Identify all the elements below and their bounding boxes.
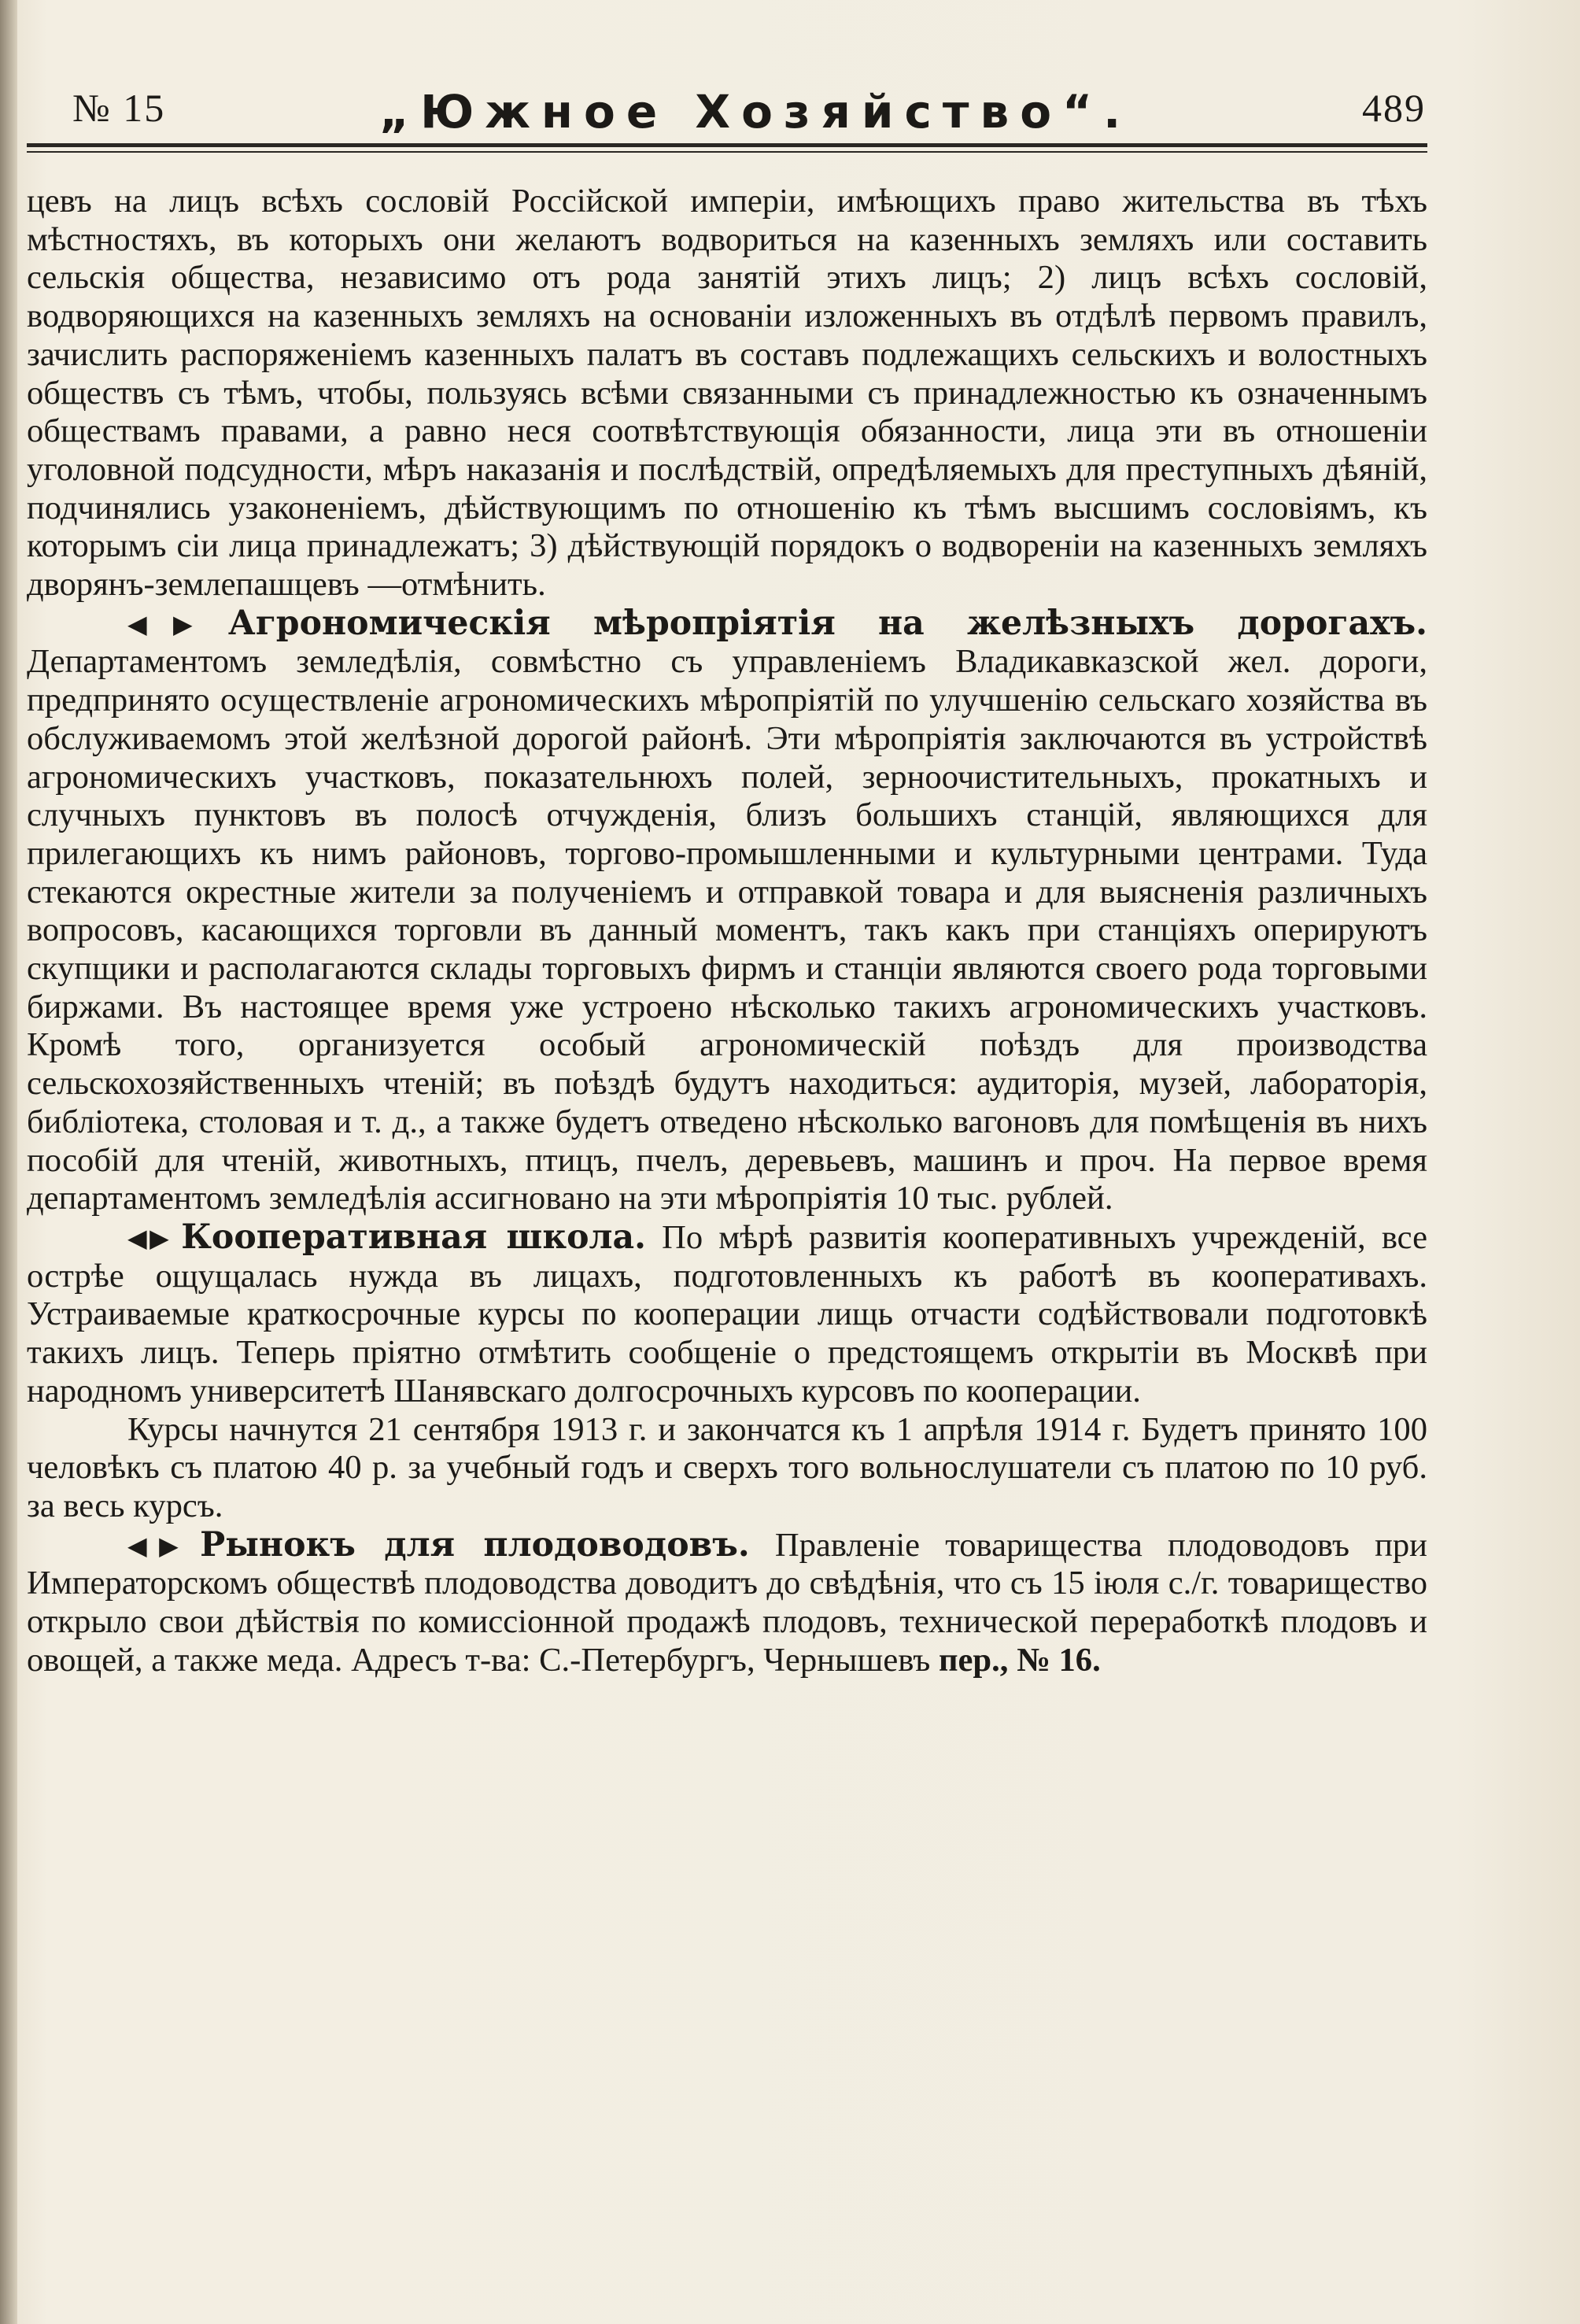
paragraph-continuation: цевъ на лицъ всѣхъ сословій Россійской имперіи, имѣющихъ право жительства въ тѣхъ мѣстностяхъ, въ которыхъ они желаютъ водвориться на казенныхъ земляхъ или составить сельскія общества, независимо отъ рода занятій этихъ лицъ; 2) лицъ всѣхъ сословій, водворяющихся на казенныхъ земляхъ на основаніи изложенныхъ въ отдѣлѣ первомъ правилъ, зачислить распоряженіемъ казенныхъ палатъ въ составъ подлежащихъ сельскихъ и волостныхъ обществъ съ тѣмъ, чтобы, пользуясь всѣми связанными съ принадлежностью къ означеннымъ обществамъ правами, а равно неся соотвѣтствующія обязанности, лица эти въ отношеніи уголовной подсудности, мѣръ наказанія и послѣдствій, опредѣляемыхъ для преступныхъ дѣяній, подчинялись узаконеніемъ, дѣйствующимъ по отношенію къ тѣмъ высшимъ сословіямъ, къ которымъ сіи лица принадлежатъ; 3) дѣйствующій порядокъ о водвореніи на казенныхъ земляхъ дворянъ-землепашцевъ —отмѣнить. — [27, 183, 1427, 604]
section-heading: Рынокъ для плодоводовъ. — [200, 1524, 750, 1565]
page-number: 489 — [1362, 86, 1426, 130]
article-body — [27, 183, 1427, 1679]
section-text: Правленіе товарищества плодоводовъ при Императорскомъ обществѣ плодоводства доводитъ до свѣдѣнія, что съ 15 іюля с./г. товарищество открыло свои дѣйствія по комиссіонной продажѣ плодовъ, технической переработкѣ плодовъ и овощей, а также меда. Адресъ т-ва: С.-Петербургъ, Чернышевъ — [27, 1526, 1427, 1679]
section-marker-icon: ◀▶ — [127, 1530, 191, 1561]
issue-number: № 15 — [72, 86, 166, 130]
section-heading: Кооперативная школа. — [181, 1217, 646, 1257]
spine-shadow — [0, 0, 17, 2324]
section-marker-icon: ◀▶ — [127, 608, 219, 639]
section-heading: Агрономическія мѣропріятія на желѣзныхъ дорогахъ. — [228, 603, 1428, 643]
header-rule-thin — [27, 151, 1427, 153]
paragraph-courses: Курсы начнутся 21 сентября 1913 г. и закончатся къ 1 апрѣля 1914 г. Будетъ принято 100 человѣкъ съ платою 40 р. за учебный годъ и сверхъ того вольнослушатели съ платою по 10 руб. за весь курсъ. — [27, 1410, 1427, 1524]
section-text: По мѣрѣ развитія кооперативныхъ учрежденій, все острѣе ощущалась нужда въ лицахъ, подготовленныхъ къ работѣ въ кооперативахъ. Устраиваемые краткосрочные курсы по кооперации лищь отчасти содѣйствовали подготовкѣ такихъ лицъ. Теперь пріятно отмѣтить сообщеніе о предстоящемъ открытіи въ Москвѣ при народномъ университетѣ Шанявскаго долгосрочныхъ курсовъ по кооперации. — [27, 1218, 1428, 1410]
section-fruit-market — [27, 1526, 1427, 1680]
section-agronomic — [27, 604, 1427, 1218]
running-header — [72, 85, 1426, 140]
address-end: пер., № 16. — [938, 1641, 1101, 1679]
journal-title: „Южное Хозяйство“. — [379, 85, 1132, 139]
section-text: Департаментомъ земледѣлія, совмѣстно съ управленіемъ Владикавказской жел. дороги, предпринято осуществленіе агрономическихъ мѣропріятій по улучшенію сельскаго хозяйства въ обслуживаемомъ этой желѣзной дорогой районѣ. Эти мѣропріятія заключаются въ устройствѣ агрономическихъ участковъ, показательнюхъ полей, зерноочистительныхъ, прокатныхъ и случныхъ пунктовъ въ полосѣ отчужденія, близъ большихъ станцій, являющихся для прилегающихъ къ нимъ районовъ, торгово-промышленными и культурными центрами. Туда стекаются окрестные жители за полученіемъ и отправкой товара и для выясненія различныхъ вопросовъ, касающихся торговли въ данный моментъ, такъ какъ при станціяхъ оперируютъ скупщики и располагаются склады торговыхъ фирмъ и станціи являются своего рода торговыми биржами. Въ настоящее время уже устроено нѣсколько такихъ агрономическихъ участковъ. Кромѣ того, организуется особый агрономическій поѣздъ для производства сельскохозяйственныхъ чтеній; въ поѣздѣ будутъ находиться: аудиторія, музей, лабораторія, библіотека, столовая и т. д., а также будетъ отведено нѣсколько вагоновъ для помѣщенія въ нихъ пособій для чтеній, животныхъ, птицъ, пчелъ, деревьевъ, машинъ и проч. На первое время департаментомъ земледѣлія ассигновано на эти мѣропріятія 10 тыс. рублей. — [27, 643, 1427, 1217]
section-marker-icon: ◀▶ — [127, 1222, 172, 1253]
header-rule-thick — [27, 143, 1427, 147]
section-cooperative-school — [27, 1218, 1427, 1411]
